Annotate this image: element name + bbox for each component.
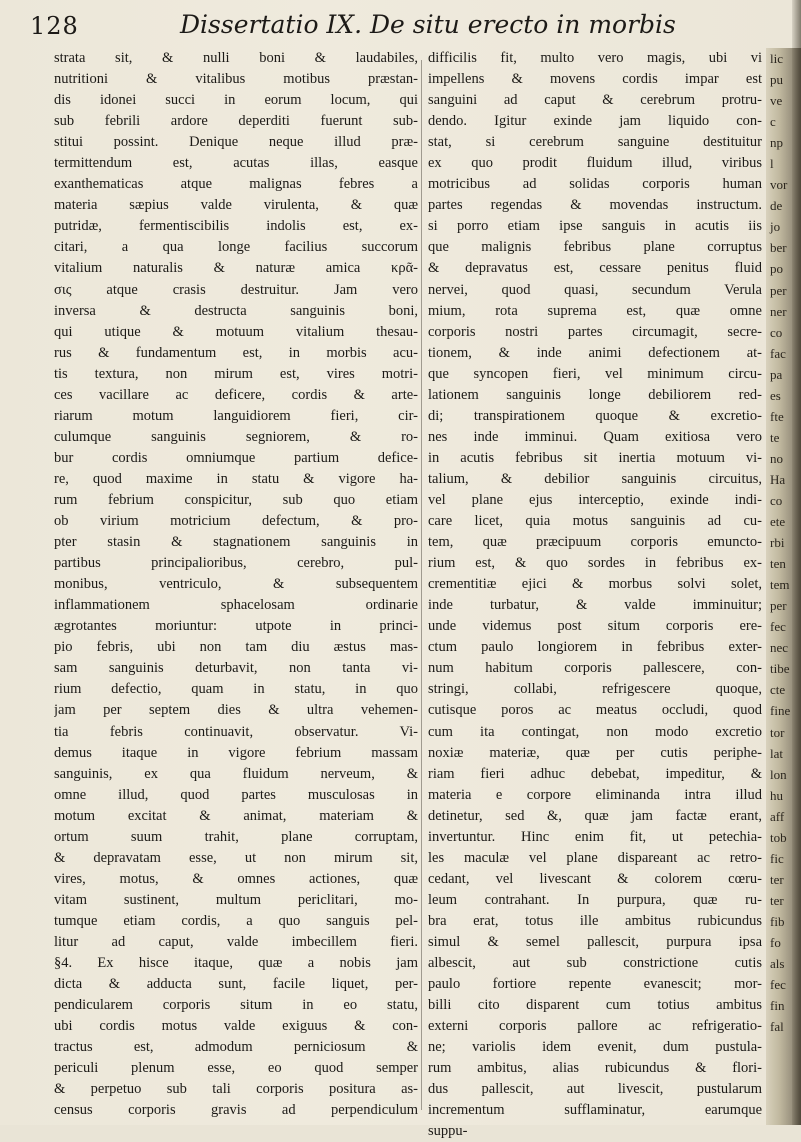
page-header bbox=[20, 10, 780, 40]
facing-page-fragment: fo bbox=[770, 934, 781, 950]
facing-page-fragment: lon bbox=[770, 766, 787, 782]
text-line: detinetur, sed &, quæ jam factæ erant, bbox=[428, 807, 762, 824]
facing-page-fragment: fin bbox=[770, 998, 785, 1014]
facing-page-fragment: jo bbox=[770, 219, 781, 235]
text-line: dis idonei succi in eorum locum, qui bbox=[54, 92, 418, 109]
facing-page-fragment: te bbox=[770, 429, 780, 445]
text-line: bur cordis omniumque partium defice- bbox=[54, 449, 418, 466]
text-line: stat, si cerebrum sanguine destituitur bbox=[428, 134, 762, 151]
text-line: rium est, & quo sordes in febribus ex- bbox=[428, 555, 762, 572]
text-line: strata sit, & nulli boni & laudabiles, bbox=[54, 50, 418, 66]
facing-page-fragment: ete bbox=[770, 514, 786, 530]
text-line: re, quod maxime in statu & vigore ha- bbox=[54, 470, 418, 487]
text-line: pio febris, ubi non tam diu æstus mas- bbox=[54, 639, 418, 656]
facing-page-fragment: de bbox=[770, 198, 783, 214]
text-line: suppu- bbox=[428, 1123, 468, 1140]
facing-page-fragment: per bbox=[770, 282, 787, 298]
facing-page-fragment: Ha bbox=[770, 471, 786, 487]
text-line: §4. Ex hisce itaque, quæ a nobis jam bbox=[54, 955, 418, 972]
facing-page-fragment: rbi bbox=[770, 535, 785, 551]
text-line: & depravatam esse, ut non mirum sit, bbox=[54, 849, 418, 866]
text-line: tis textura, non mirum est, vires motri- bbox=[54, 365, 418, 382]
text-line: tionem, & inde animi defectionem at- bbox=[428, 344, 762, 361]
facing-page-fragment: fib bbox=[770, 913, 785, 929]
facing-page-fragment: no bbox=[770, 450, 783, 466]
facing-page-fragment: fec bbox=[770, 619, 786, 635]
text-line: nutritioni & vitalibus motibus præstan- bbox=[54, 71, 418, 88]
text-line: leum contrahant. In purpura, quæ ru- bbox=[428, 891, 762, 908]
text-line: ne; variolis idem evenit, dum pustula- bbox=[428, 1039, 762, 1056]
right-text-column bbox=[428, 48, 762, 1142]
text-line: riam fieri adhuc debebat, impeditur, & bbox=[428, 765, 762, 782]
facing-page-fragment: nec bbox=[770, 640, 789, 656]
text-line: vitam sustinent, multum periclitari, mo- bbox=[54, 891, 418, 908]
text-line: monibus, ventriculo, & subsequentem bbox=[54, 576, 418, 593]
text-line: vel plane ejus interceptio, exinde indi- bbox=[428, 491, 762, 508]
text-line: sub febrili ardore deperditi fuerunt sub- bbox=[54, 113, 418, 130]
text-line: tractus est, admodum perniciosum & bbox=[54, 1039, 418, 1056]
text-line: ces vacillare ac deficere, cordis & arte- bbox=[54, 386, 418, 403]
text-line: tem, quæ præcipuum corporis emuncto- bbox=[428, 534, 762, 551]
facing-page-fragment: als bbox=[770, 956, 785, 972]
text-line: talium, & debilior sanguinis circuitus, bbox=[428, 470, 762, 487]
facing-page-fragment: c bbox=[770, 114, 776, 130]
text-line: motricibus ad solidas corporis human bbox=[428, 176, 762, 193]
text-line: partibus principalioribus, cerebro, pul- bbox=[54, 555, 418, 572]
text-line: crementitiæ ejici & morbus solvi solet, bbox=[428, 576, 762, 593]
facing-page-fragment: l bbox=[770, 156, 774, 172]
facing-page-fragment: fac bbox=[770, 345, 786, 361]
text-line: externi corporis pallore ac refrigeratio- bbox=[428, 1018, 762, 1035]
facing-page-fragment: hu bbox=[770, 787, 783, 803]
text-line: vitalium naturalis & naturæ amica κρᾶ- bbox=[54, 260, 418, 277]
text-line: inversa & destructa sanguinis boni, bbox=[54, 302, 418, 319]
text-line: sanguini ad caput & cerebrum protru- bbox=[428, 92, 762, 109]
facing-page-fragment: co bbox=[770, 324, 783, 340]
facing-page-fragment: tob bbox=[770, 829, 787, 845]
facing-page-fragment: ter bbox=[770, 871, 784, 887]
text-line: tumque etiam cordis, a quo sanguis pel- bbox=[54, 912, 418, 929]
text-line: dendo. Igitur exinde jam liquido con- bbox=[428, 113, 762, 130]
facing-page-fragment: fte bbox=[770, 408, 784, 424]
text-line: materia sæpius valde virulenta, & quæ bbox=[54, 197, 418, 214]
text-line: pendicularem corporis situm in eo statu, bbox=[54, 997, 418, 1014]
text-line: rum ambitus, alias rubicundus & flori- bbox=[428, 1060, 762, 1077]
text-line: ex quo prodit fluidum illud, viribus bbox=[428, 155, 762, 172]
text-line: inde turbatur, & valde imminuitur; bbox=[428, 597, 762, 614]
facing-page-fragment: pa bbox=[770, 366, 783, 382]
text-line: di; transpirationem quoque & excretio- bbox=[428, 407, 762, 424]
text-line: rum febrium conspicitur, sub quo etiam bbox=[54, 491, 418, 508]
text-line: stitui possint. Denique neque illud præ- bbox=[54, 134, 418, 151]
text-line: ægrotantes moriuntur: utpote in princi- bbox=[54, 618, 418, 635]
text-line: invertuntur. Hinc enim fit, ut petechia- bbox=[428, 828, 762, 845]
text-line: qui utique & motuum vitalium thesau- bbox=[54, 323, 418, 340]
text-line: si porro etiam ipse sanguis in acutis iis bbox=[428, 218, 762, 235]
text-line: jam per septem dies & ultra vehemen- bbox=[54, 702, 418, 719]
facing-page-fragment: np bbox=[770, 135, 783, 151]
text-line: periculi plenum esse, eo quod semper bbox=[54, 1060, 418, 1077]
text-line: difficilis fit, multo vero magis, ubi vi bbox=[428, 50, 762, 66]
text-line: stringi, collabi, refrigescere quoque, bbox=[428, 681, 762, 698]
facing-page-fragment: tibe bbox=[770, 661, 790, 677]
text-line: & perpetuo sub tali corporis positura as- bbox=[54, 1081, 418, 1098]
text-line: riarum motum languidiorem fieri, cir- bbox=[54, 407, 418, 424]
text-line: partes regendas & movendas instructum. bbox=[428, 197, 762, 214]
page-number: 128 bbox=[30, 12, 79, 40]
text-line: rium defectio, quam in statu, in quo bbox=[54, 681, 418, 698]
text-line: in acutis febribus sit inertia motuum vi- bbox=[428, 449, 762, 466]
text-line: cedant, vel livescant & colorem cœru- bbox=[428, 870, 762, 887]
text-line: putridæ, fermentiscibilis indolis est, ex- bbox=[54, 218, 418, 235]
text-line: corporis nostri partes circumagit, secre- bbox=[428, 323, 762, 340]
left-text-column bbox=[54, 48, 418, 1121]
text-line: incrementum sufflaminatur, earumque bbox=[428, 1102, 762, 1119]
facing-page-fragment: fic bbox=[770, 850, 784, 866]
text-line: materia e corpore eliminanda intra illud bbox=[428, 786, 762, 803]
facing-page-fragment: tem bbox=[770, 577, 790, 593]
text-line: num habitum corporis pallescere, con- bbox=[428, 660, 762, 677]
text-line: dicta & adducta sunt, facile liquet, per- bbox=[54, 976, 418, 993]
text-line: paulo fortiore repente evanescit; mor- bbox=[428, 976, 762, 993]
text-line: que malignis febribus plane corruptus bbox=[428, 239, 762, 256]
text-line: bra erat, totus ille ambitus rubicundus bbox=[428, 912, 762, 929]
text-line: billi cito disparent cum totius ambitus bbox=[428, 997, 762, 1014]
text-line: ctum paulo longiorem in febribus exter- bbox=[428, 639, 762, 656]
text-line: nervei, quod quasi, secundum Verula bbox=[428, 281, 762, 298]
facing-page-fragment: fec bbox=[770, 977, 786, 993]
facing-page-fragment: ber bbox=[770, 240, 787, 256]
text-line: ubi cordis motus valde exiguus & con- bbox=[54, 1018, 418, 1035]
text-line: & depravatus est, cessare penitus fluid bbox=[428, 260, 762, 277]
text-line: cutisque poros ac meatus occludi, quod bbox=[428, 702, 762, 719]
text-line: σις atque crasis destruitur. Jam vero bbox=[54, 281, 418, 298]
text-line: impellens & movens cordis impar est bbox=[428, 71, 762, 88]
text-line: rus & fundamentum est, in morbis acu- bbox=[54, 344, 418, 361]
facing-page-fragment: per bbox=[770, 598, 787, 614]
facing-page-fragment: lic bbox=[770, 51, 783, 66]
text-line: simul & semel pallescit, purpura ipsa bbox=[428, 933, 762, 950]
text-line: termittendum est, acutas illas, easque bbox=[54, 155, 418, 172]
text-line: tia febris continuavit, observatur. Vi- bbox=[54, 723, 418, 740]
facing-page-fragment: tor bbox=[770, 724, 785, 740]
text-line: exanthematicas atque malignas febres a bbox=[54, 176, 418, 193]
facing-page-fragment: ve bbox=[770, 93, 783, 109]
text-line: citari, a qua longe facilius succorum bbox=[54, 239, 418, 256]
text-line: omne illud, quod partes musculosas in bbox=[54, 786, 418, 803]
facing-page-fragment: co bbox=[770, 492, 783, 508]
text-line: mium, rota suprema est, quæ omne bbox=[428, 302, 762, 319]
facing-page-fragment: es bbox=[770, 387, 781, 403]
running-title: Dissertatio IX. De situ erecto in morbis bbox=[180, 10, 676, 39]
text-line: vires, motus, & omnes actiones, quæ bbox=[54, 870, 418, 887]
text-line: dus pallescit, aut livescit, pustularum bbox=[428, 1081, 762, 1098]
text-line: culumque sanguinis segniorem, & ro- bbox=[54, 428, 418, 445]
facing-page-fragment: vor bbox=[770, 177, 788, 193]
facing-page-fragment: aff bbox=[770, 808, 785, 824]
facing-page-fragment: lat bbox=[770, 745, 783, 761]
facing-page-fragment: ter bbox=[770, 892, 784, 908]
text-line: sanguinis, ex qua fluidum nerveum, & bbox=[54, 765, 418, 782]
text-line: care licet, quia motus sanguinis ad cu- bbox=[428, 513, 762, 530]
facing-page-fragment: ner bbox=[770, 303, 787, 319]
text-line: que syncopen fieri, vel minimum circu- bbox=[428, 365, 762, 382]
text-line: nes inde imminui. Quam exitiosa vero bbox=[428, 428, 762, 445]
text-line: lationem sanguinis longe debiliorem red- bbox=[428, 386, 762, 403]
facing-page-fragment: pu bbox=[770, 72, 783, 88]
text-line: albescit, aut sub constrictione cutis bbox=[428, 955, 762, 972]
column-divider bbox=[421, 60, 422, 1110]
text-line: noxiæ materiæ, quæ per cutis periphe- bbox=[428, 744, 762, 761]
text-line: sam sanguinis deturbavit, non tanta vi- bbox=[54, 660, 418, 677]
text-line: cum ita contingat, non modo excretio bbox=[428, 723, 762, 740]
text-line: unde videmus post situm corporis ere- bbox=[428, 618, 762, 635]
facing-page-fragment: po bbox=[770, 261, 783, 277]
text-line: motum excitat & animat, materiam & bbox=[54, 807, 418, 824]
text-line: litur ad caput, valde imbecillem fieri. bbox=[54, 933, 418, 950]
text-line: pter stasin & stagnationem sanguinis in bbox=[54, 534, 418, 551]
text-line: ob virium motricium defectum, & pro- bbox=[54, 513, 418, 530]
text-line: census corporis gravis ad perpendiculum bbox=[54, 1102, 418, 1119]
text-line: ortum suum trahit, plane corruptam, bbox=[54, 828, 418, 845]
facing-page-fragment: fal bbox=[770, 1019, 784, 1035]
facing-page-fragment: ten bbox=[770, 556, 786, 572]
binding-shadow bbox=[792, 0, 801, 1125]
text-line: demus itaque in vigore febrium massam bbox=[54, 744, 418, 761]
text-line: les maculæ vel plane dispareant ac retro- bbox=[428, 849, 762, 866]
text-line: inflammationem sphacelosam ordinarie bbox=[54, 597, 418, 614]
facing-page-fragment: fine bbox=[770, 703, 791, 719]
facing-page-fragment: cte bbox=[770, 682, 786, 698]
